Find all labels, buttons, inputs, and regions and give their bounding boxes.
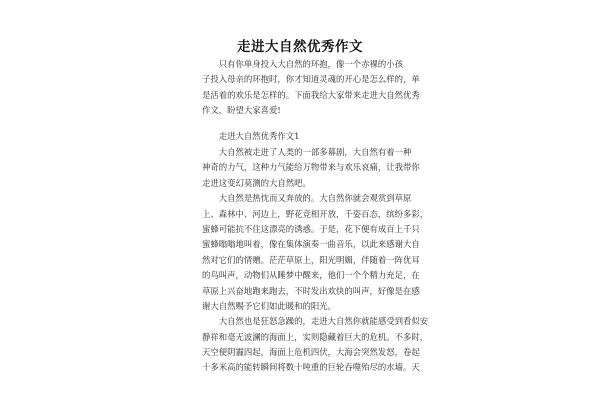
body-line: 上、森林中、河边上，野花竞相开放，千姿百态，缤纷多彩， — [202, 208, 429, 219]
body-line: 然对它们的情赠。茫茫草原上，阳光明媚，伴随着一阵优耳 — [202, 254, 420, 265]
intro-line: 是活着的欢乐是怎样的。下面我给大家带来走进大自然优秀 — [202, 89, 420, 100]
body-line: 蜜蜂嗡嗡地叫着，像在集体演奏一曲音乐，以此来感谢大自 — [202, 239, 420, 250]
body-line: 蜜蜂可能抗不住这漂亮的诱惑。于是，花下便有成百上千只 — [202, 223, 420, 234]
intro-paragraph — [202, 57, 420, 119]
intro-line: 只有你单身投入大自然的环抱，像一个赤裸的小孩 — [202, 59, 403, 69]
section-heading: 走进大自然优秀作文1 — [202, 131, 300, 141]
body-line: 天空便阴霾四起，海面上危机四伏，大海会突然发怒，卷起 — [202, 347, 420, 358]
essay-body — [202, 145, 429, 376]
body-line: 神奇的力气，这种力气能给万物带来与欢乐哀痛，让我带你 — [202, 162, 420, 173]
body-line: 走进这变幻莫测的大自然吧。 — [202, 177, 311, 188]
body-line: 静祥和毫无波澜的海面上，实则隐藏着巨大的危机。不多时， — [202, 331, 429, 342]
body-line: 草原上兴奋地跑来跑去，不时发出欢快的叫声，好像是在感 — [202, 285, 420, 296]
body-line: 的鸟叫声，动物们从睡梦中醒来，他们一个个精力充足，在 — [202, 270, 420, 281]
body-line: 十多米高的能转瞬间将数十吨重的巨轮吞噬殆尽的水墙。天 — [202, 362, 420, 373]
document-title: 走进大自然优秀作文 — [237, 39, 363, 55]
intro-line: 子投入母亲的环抱时，你才知道灵魂的开心是怎么样的，单 — [202, 74, 420, 85]
intro-line: 作文，盼望大家喜爱! — [202, 105, 281, 116]
body-line: 大自然也是狂怒急躁的，走进大自然你就能感受到看似安 — [202, 316, 429, 327]
body-line: 大自然被走进了人类的一部多幕剧，大自然有着一种 — [202, 147, 412, 157]
body-line: 谢大自然赐予它们如此暖和的阳光。 — [202, 300, 336, 311]
body-line: 大自然是热忱而又奔放的。大自然你就会观赏到草原 — [202, 193, 412, 204]
